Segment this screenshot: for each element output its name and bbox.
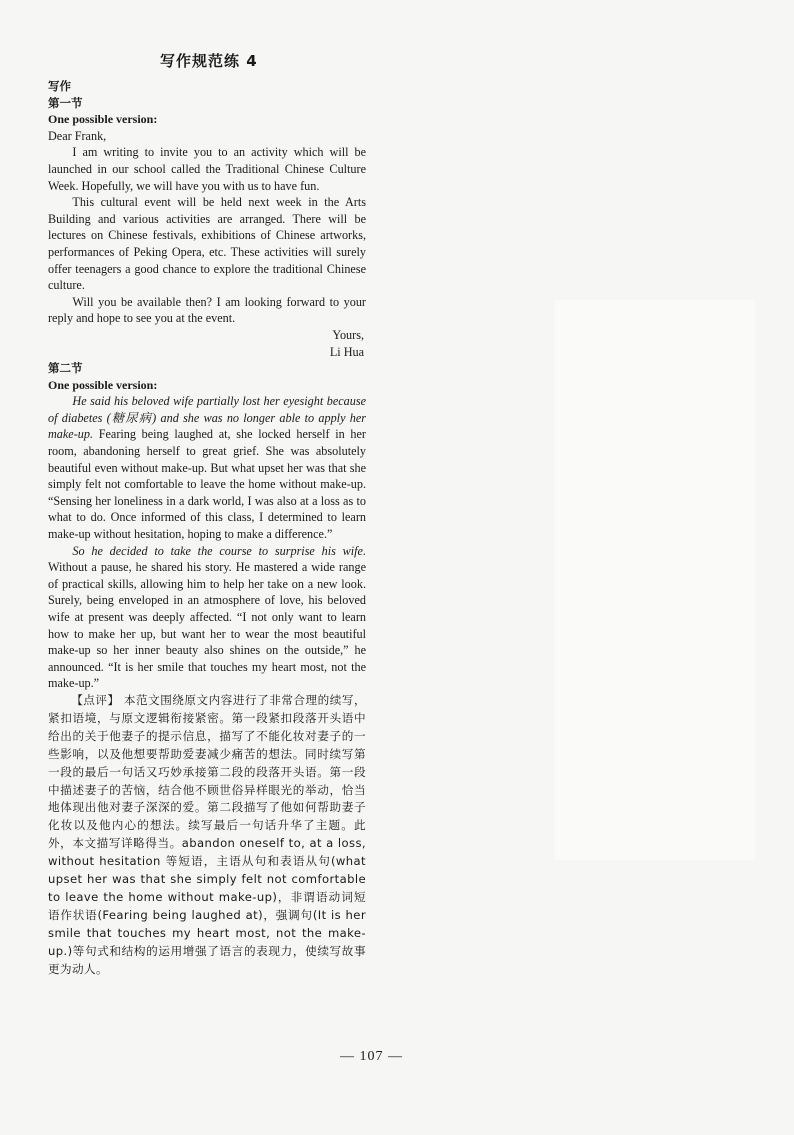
- part2-version-label: One possible version:: [48, 377, 158, 392]
- content-column: [48, 78, 366, 978]
- page-number: — 107 —: [340, 1049, 403, 1064]
- comment-paragraph: 【点评】 本范文围绕原文内容进行了非常合理的续写，紧扣语境，与原文逻辑衔接紧密。第一段紧扣段落开头语中给出的关于他妻子的提示信息，描写了不能化妆对妻子的一些影响，以及他想要帮助爱妻减少痛苦的想法。同时续写第一段的最后一句话又巧妙承接第二段的段落开头语。第一段中描述妻子的苦恼，结合他不顾世俗异样眼光的举动，恰当地体现出他对妻子深深的爱。第二段描写了他如何帮助妻子化妆以及他内心的想法。续写最后一句话升华了主题。此外，本文描写详略得当。abandon oneself to, at a loss, without hesitation 等短语，主语从句和表语从句(what upset her was that she simply felt not comfortable to leave the home without make-up)，非谓语动词短语作状语(Fearing being laughed at)，强调句(It is her smile that touches my heart most, not the make-up.)等句式和结构的运用增强了语言的表现力，使续写故事更为动人。: [48, 692, 366, 976]
- section-heading-writing: 写作: [48, 79, 71, 93]
- story-paragraph-1: [48, 393, 366, 542]
- page-title: 写作规范练 4: [160, 52, 258, 70]
- part2-heading: 第二节: [48, 361, 83, 376]
- letter-closing: Yours,: [332, 327, 364, 342]
- scan-shading: [555, 300, 755, 860]
- story-paragraph-2-opening: So he decided to take the course to surprise his wife.: [72, 543, 366, 558]
- part1-heading: 第一节: [48, 95, 83, 110]
- story-paragraph-2-body: Without a pause, he shared his story. He mastered a wide range of practical skills, allowing him to help her take on a new look. Surely, being enveloped in an atmosphere of love, his beloved wife at present was deeply affected. “I not only want to learn how to make her up, but want her to wear the most beautiful make-up so her inner beauty also shines on the outside,” he announced. “It is her smile that touches my heart most, not the make-up.”: [48, 560, 366, 691]
- part1-version-label: One possible version:: [48, 112, 158, 127]
- letter-salutation: Dear Frank,: [48, 128, 107, 143]
- story-paragraph-1-body: Fearing being laughed at, she locked herself in her room, abandoning herself to great grief. She was absolutely beautiful even without make-up. But what upset her was that she simply felt not comfortable to leave the home without make-up. “Sensing her loneliness in a dark world, I was also at a loss as to what to do. Once informed of this class, I determined to learn make-up without hesitation, hoping to make a difference.”: [48, 427, 366, 542]
- letter-paragraph-3: Will you be available then? I am looking forward to your reply and hope to see you at the event.: [48, 294, 366, 326]
- letter-paragraph-1: I am writing to invite you to an activity which will be launched in our school called the Traditional Chinese Culture Week. Hopefully, we will have you with us to have fun.: [48, 145, 366, 193]
- story-paragraph-2: [48, 543, 366, 692]
- story-paragraph-1-opening: He said his beloved wife partially lost her eyesight because of diabetes (糖尿病) and she was no longer able to apply her make-up.: [48, 394, 366, 442]
- letter-paragraph-2: This cultural event will be held next week in the Arts Building and various activities are arranged. There will be lectures on Chinese festivals, exhibitions of Chinese artworks, performances of Peking Opera, etc. These activities will surely offer teenagers a good chance to explore the traditional Chinese culture.: [48, 195, 366, 293]
- letter-signature: Li Hua: [329, 344, 364, 359]
